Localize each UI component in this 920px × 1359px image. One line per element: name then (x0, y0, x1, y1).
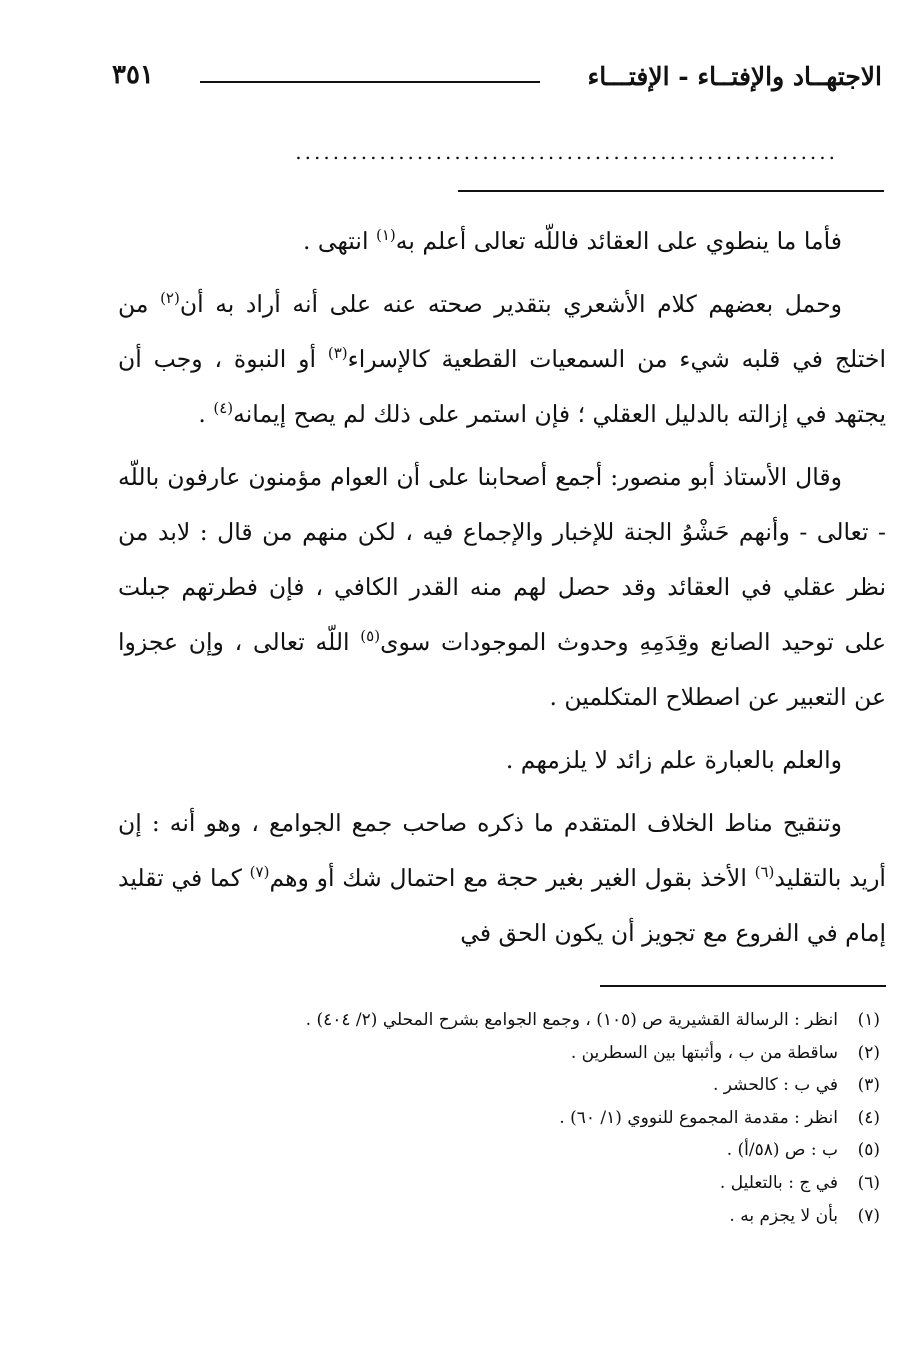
footnote (200, 1134, 880, 1167)
text-run: والعلم بالعبارة علم زائد لا يلزمهم . (505, 746, 842, 774)
footnote-number: (٣) (857, 1075, 880, 1096)
footnote-marker: (٧) (249, 863, 270, 882)
paragraph (118, 796, 886, 961)
header-rule (200, 81, 540, 83)
footnote-text: في ج : بالتعليل . (719, 1172, 838, 1193)
footnotes (200, 1004, 880, 1232)
footnote (200, 1167, 880, 1200)
running-header (112, 58, 882, 102)
footnote-separator (600, 985, 886, 987)
footnote (200, 1069, 880, 1102)
footnote-number: (٢) (857, 1042, 880, 1063)
text-run: الأخذ بقول الغير بغير حجة مع احتمال شك أو وهم (269, 864, 755, 892)
text-run: وقال الأستاذ أبو منصور: أجمع أصحابنا على أن العوام مؤمنون عارفون باللّه - تعالى - وأنهم حَشْوُ الجنة للإخبار والإجماع فيه ، لكن منهم من قال : لابد من نظر عقلي في العقائد وقد حصل لهم منه القدر الكافي ، فإن فطرتهم جبلت على توحيد الصانع وقِدَمِهِ وحدوث الموجودات سوى (118, 463, 886, 656)
footnote-marker: (٦) (754, 863, 775, 882)
footnote-number: (١) (857, 1010, 880, 1030)
main-text (118, 214, 886, 969)
text-run: انتهى . (302, 227, 376, 255)
footnote (200, 1004, 880, 1037)
text-run: كما في تقليد إمام في الفروع مع تجويز أن يكون الحق في (118, 864, 886, 947)
footnote-marker: (٥) (360, 627, 381, 646)
footnote-text: انظر : مقدمة المجموع للنووي (١/ ٦٠) . (559, 1107, 838, 1128)
text-top-rule (458, 190, 884, 192)
text-run: أو النبوة ، وجب أن يجتهد في إزالته بالدليل العقلي ؛ فإن استمر على ذلك لم يصح إيمانه (118, 345, 886, 428)
footnote-text: بأن لا يجزم به . (729, 1205, 838, 1226)
footnote-number: (٦) (857, 1172, 880, 1193)
footnote (200, 1102, 880, 1135)
text-run: من اختلج في قلبه شيء من السمعيات القطعية كالإسراء (118, 290, 886, 373)
footnote-marker: (١) (375, 226, 396, 245)
text-run: وتنقيح مناط الخلاف المتقدم ما ذكره صاحب جمع الجوامع ، وهو أنه : إن أريد بالتقليد (118, 809, 886, 892)
header-title: الاجتهــاد والإفتــاء - الإفتـــاء (587, 62, 882, 91)
footnote (200, 1200, 880, 1233)
text-run: اللّه تعالى ، وإن عجزوا عن التعبير عن اصطلاح المتكلمين . (118, 628, 886, 711)
paragraph (118, 214, 886, 269)
footnote-number: (٧) (857, 1205, 880, 1226)
footnote-marker: (٣) (327, 344, 348, 363)
footnote-text: في ب : كالحشر . (712, 1075, 838, 1096)
text-run: فأما ما ينطوي على العقائد فاللّه تعالى أعلم به (395, 227, 842, 255)
footnote-text: انظر : الرسالة القشيرية ص (١٠٥) ، وجمع الجوامع بشرح المحلي (٢/ ٤٠٤) . (305, 1010, 838, 1030)
text-run: . (198, 400, 214, 428)
footnote-text: ب : ص (٥٨/أ) . (726, 1140, 838, 1161)
footnote-number: (٤) (857, 1107, 880, 1128)
footnote-marker: (٢) (160, 289, 180, 308)
paragraph (118, 450, 886, 725)
text-run: وحمل بعضهم كلام الأشعري بتقدير صحته عنه على أنه أراد به أن (179, 290, 842, 318)
page-number: ٣٥١ (112, 60, 154, 90)
footnote-marker: (٤) (213, 399, 234, 418)
footnote (200, 1037, 880, 1070)
footnote-number: (٥) (857, 1140, 880, 1161)
footnote-text: ساقطة من ب ، وأثبتها بين السطرين . (570, 1042, 838, 1063)
ellipsis-line: .......................................................... (295, 140, 838, 164)
paragraph (118, 277, 886, 442)
paragraph (118, 733, 886, 788)
